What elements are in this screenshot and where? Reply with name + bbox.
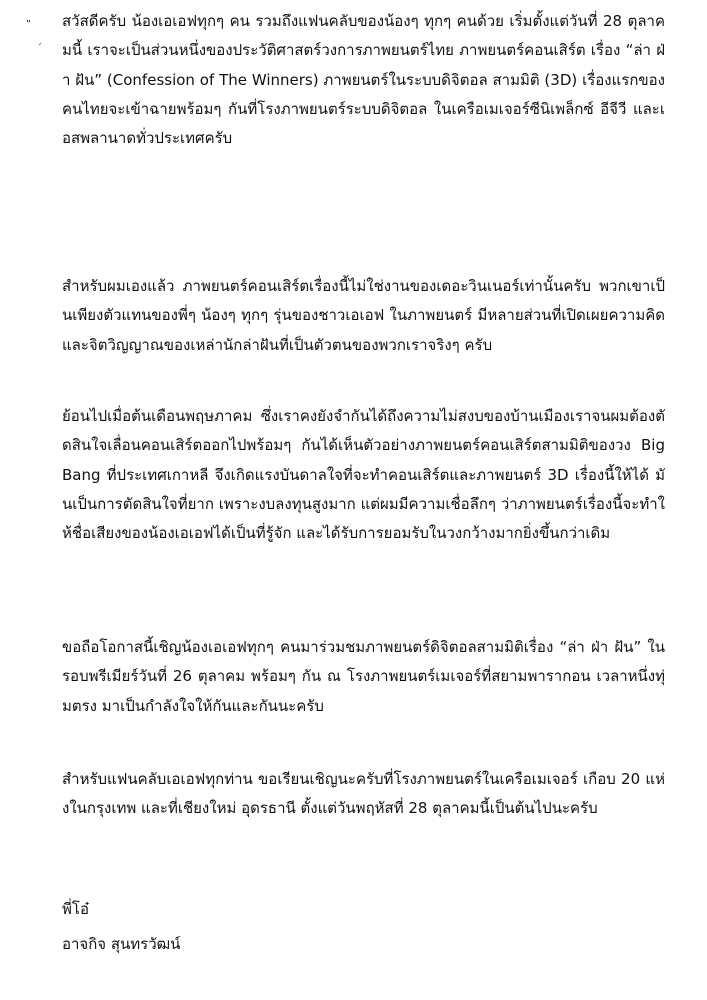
paragraph-about-film: สำหรับผมเองแล้ว ภาพยนตร์คอนเสิร์ตเรื่องนี้ไม่ใช่งานของเดอะวินเนอร์เท่านั้นครับ พวกเขาเป็นเพียงตัวแทนของพี่ๆ น้องๆ ทุกๆ รุ่นของชาวเอเอฟ ในภาพยนตร์ มีหลายส่วนที่เปิดเผยความคิดและจิตวิญญาณของเหล่านักล่าฝันที่เป็นตัวตนของพวกเราจริงๆ ครับ <box>62 277 665 354</box>
signature-salutation: พี่โอ๋ <box>62 900 89 918</box>
paragraph-fanclub-invitation: สำหรับแฟนคลับเอเอฟทุกท่าน ขอเรียนเชิญนะครับที่โรงภาพยนตร์ในเครือเมเจอร์ เกือบ 20 แห่งในกรุงเทพ และที่เชียงใหม่ อุดรธานี ตั้งแต่วันพฤหัสที่ 28 ตุลาคมนี้เป็นต้นไปนะครับ <box>62 770 665 818</box>
paragraph-background: ย้อนไปเมื่อต้นเดือนพฤษภาคม ซึ่งเราคงยังจำกันได้ถึงความไม่สงบของบ้านเมืองเราจนผมต้องตัดสินใจเลื่อนคอนเสิร์ตออกไปพร้อมๆ กันได้เห็นตัวอย่างภาพยนตร์คอนเสิร์ตสามมิติของวง Big Bang ที่ประเทศเกาหลี จึงเกิดแรงบันดาลใจที่จะทำคอนเสิร์ตและภาพยนตร์ 3D เรื่องนี้ให้ได้ มันเป็นการตัดสินใจที่ยาก เพราะงบลงทุนสูงมาก แต่ผมมีความเชื่อลึกๆ ว่าภาพยนตร์เรื่องนี้จะทำให้ชื่อเสียงของน้องเอเอฟได้เป็นที่รู้จัก และได้รับการยอมรับในวงกว้างมากยิ่งขึ้นกว่าเดิม <box>62 407 665 542</box>
paragraph-greeting: สวัสดีครับ น้องเอเอฟทุกๆ คน รวมถึงแฟนคลับของน้องๆ ทุกๆ คนด้วย เริ่มตั้งแต่วันที่ 28 ตุลาคมนี้ เราจะเป็นส่วนหนึ่งของประวัติศาสตร์วงการภาพยนตร์ไทย ภาพยนตร์คอนเสิร์ต เรื่อง “ล่า ฝ่า ฝัน” (Confession of The Winners) ภาพยนตร์ในระบบดิจิตอล สามมิติ (3D) เรื่องแรกของคนไทยจะเข้าฉายพร้อมๆ กันที่โรงภาพยนตร์ระบบดิจิตอล ในเครือเมเจอร์ซีนิเพล็กซ์ อีจีวี และเอสพลานาดทั่วประเทศครับ <box>62 12 665 147</box>
margin-mark: ‟ <box>26 19 32 30</box>
paragraph-premiere-invitation: ขอถือโอกาสนี้เชิญน้องเอเอฟทุกๆ คนมาร่วมชมภาพยนตร์ดิจิตอลสามมิติเรื่อง “ล่า ฝ่า ฝัน” ในรอบพรีเมียร์วันที่ 26 ตุลาคม พร้อมๆ กัน ณ โรงภาพยนตร์เมเจอร์ที่สยามพารากอน เวลาหนึ่งทุ่มตรง มาเป็นกำลังใจให้กันและกันนะครับ <box>62 638 665 715</box>
signature-name: อาจกิจ สุนทรวัฒน์ <box>62 935 181 953</box>
margin-mark: ´ <box>37 43 42 54</box>
